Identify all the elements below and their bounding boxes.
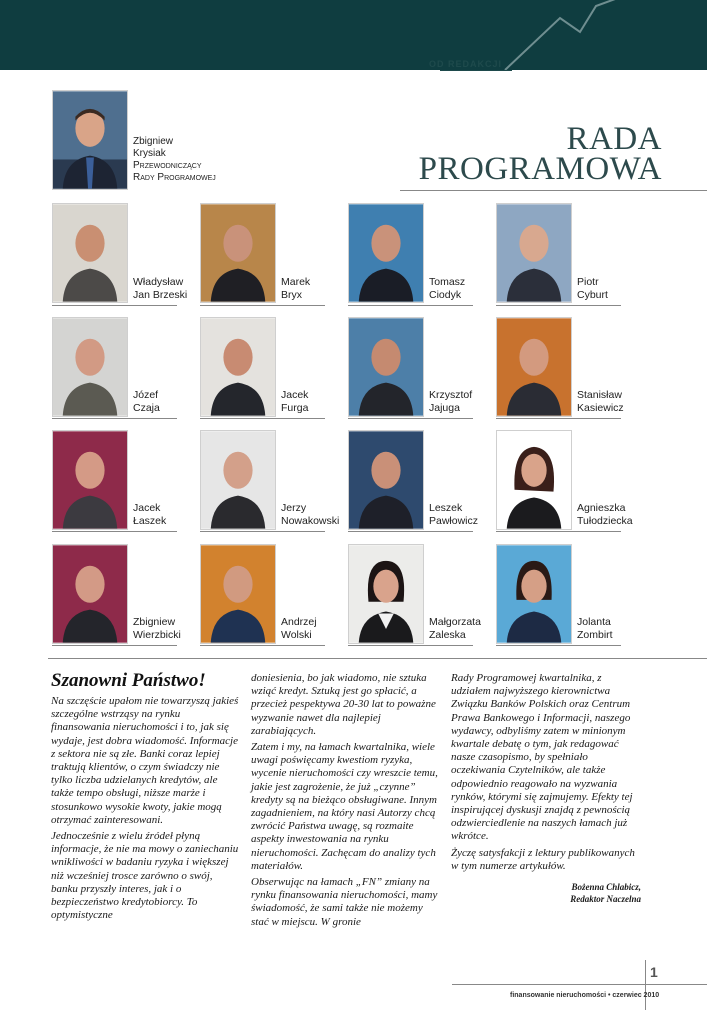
member-rule bbox=[52, 531, 177, 532]
member-name: Małgorzata Zaleska bbox=[429, 616, 481, 641]
page-number: 1 bbox=[650, 964, 658, 980]
member-rule bbox=[200, 418, 325, 419]
member-rule bbox=[200, 531, 325, 532]
member-photo bbox=[52, 544, 128, 644]
member-name: Piotr Cyburt bbox=[577, 276, 608, 301]
letter-column-1 bbox=[51, 670, 241, 925]
member-rule bbox=[496, 418, 621, 419]
chair-role-line1: Przewodniczący bbox=[133, 160, 202, 171]
member-rule bbox=[52, 418, 177, 419]
letter-column-2 bbox=[251, 672, 441, 932]
member-rule bbox=[348, 418, 473, 419]
letter-paragraph: doniesienia, bo jak wiadomo, nie sztuka wziąć kredyt. Sztuką jest go spłacić, a przecież pespektywa 20-30 lat to poważne wyzwanie nawet dla najlepiej zarabiających. bbox=[251, 672, 436, 737]
top-banner bbox=[0, 0, 707, 70]
member-photo bbox=[52, 203, 128, 303]
chair-photo bbox=[52, 90, 128, 190]
member-photo bbox=[200, 317, 276, 417]
letter-paragraph: Jednocześnie z wielu źródeł płyną informacje, że nie ma mowy o zaniechaniu wnikliwości w badaniu ryzyka i większej niż wcześniej trosce zarówno o swój, banku przyszły interes, jak i o bezpieczeństwo kredytobiorcy. To optymistyczne bbox=[51, 830, 239, 922]
member-rule bbox=[52, 305, 177, 306]
letter-column-3 bbox=[451, 672, 641, 905]
member-rule bbox=[200, 645, 325, 646]
chair-last-name: Krysiak bbox=[133, 148, 166, 159]
member-name: Jolanta Zombirt bbox=[577, 616, 613, 641]
footer-rule bbox=[452, 984, 707, 985]
member-name: Władysław Jan Brzeski bbox=[133, 276, 188, 301]
member-photo bbox=[52, 430, 128, 530]
member-photo bbox=[200, 203, 276, 303]
member-rule bbox=[496, 305, 621, 306]
member-photo bbox=[348, 430, 424, 530]
member-name: Stanisław Kasiewicz bbox=[577, 389, 624, 414]
member-photo bbox=[496, 544, 572, 644]
footer-divider bbox=[645, 960, 646, 1010]
member-name: Jacek Łaszek bbox=[133, 502, 167, 527]
member-rule bbox=[52, 645, 177, 646]
letter-rule bbox=[48, 658, 707, 659]
member-photo bbox=[52, 317, 128, 417]
member-name: Andrzej Wolski bbox=[281, 616, 317, 641]
member-name: Agnieszka Tułodziecka bbox=[577, 502, 633, 527]
letter-paragraph: Rady Programowej kwartalnika, z udziałem najwyższego kierownictwa Związku Banków Polskich oraz Centrum Prawa Bankowego i Informacji, naszego wydawcy, odbyliśmy zatem w minionym kwartale debatę o tym, jak redagować nasze czasopismo, by spełniało oczekiwania Czytelników, ale także odpowiednio reagowało na wyzwania rynków, którymi się zajmujemy. Efekty tej inspirującej dyskusji znajdą z pewnością odzwierciedlenie na naszych łamach już wkrótce. bbox=[451, 672, 633, 843]
member-name: Józef Czaja bbox=[133, 389, 160, 414]
member-rule bbox=[348, 531, 473, 532]
member-name: Tomasz Ciodyk bbox=[429, 276, 466, 301]
member-name: Jacek Furga bbox=[281, 389, 309, 414]
member-name: Zbigniew Wierzbicki bbox=[133, 616, 181, 641]
title-line2: PROGRAMOWA bbox=[418, 151, 662, 187]
member-rule bbox=[200, 305, 325, 306]
member-name: Leszek Pawłowicz bbox=[429, 502, 479, 527]
member-name: Jerzy Nowakowski bbox=[281, 502, 340, 527]
signature bbox=[451, 881, 641, 905]
member-photo bbox=[348, 203, 424, 303]
member-rule bbox=[496, 645, 621, 646]
member-photo bbox=[200, 430, 276, 530]
member-rule bbox=[348, 645, 473, 646]
member-rule bbox=[348, 305, 473, 306]
member-rule bbox=[496, 531, 621, 532]
letter-paragraph: Zatem i my, na łamach kwartalnika, wiele uwagi poświęcamy kwestiom ryzyka, wycenie nieruchomości czy wreszcie temu, jakie jest zagrożenie, że już „czynne” kredyty są na bieżąco obsługiwane. Innym zagadnieniem, na który nasi Autorzy chcą zwrócić Państwa uwagę, są rozmaite aspekty inwestowania na rynku nieruchomości. Zachęcam do analizy tych materiałów. bbox=[251, 741, 438, 872]
chair-role-line2: Rady Programowej bbox=[133, 172, 216, 183]
section-label: OD REDAKCJI bbox=[428, 59, 502, 69]
letter-heading: Szanowni Państwo! bbox=[51, 670, 206, 691]
title-rule bbox=[400, 190, 707, 191]
letter-paragraph: Obserwując na łamach „FN” zmiany na rynku finansowania nieruchomości, mamy świadomość, że sami także nie możemy stać w miejscu. W gronie bbox=[251, 876, 438, 928]
signature-role: Redaktor Naczelna bbox=[570, 894, 641, 905]
member-photo bbox=[200, 544, 276, 644]
letter-paragraph: Życzę satysfakcji z lektury publikowanych w tym numerze artykułów. bbox=[451, 846, 635, 872]
member-photo bbox=[496, 430, 572, 530]
member-photo bbox=[348, 544, 424, 644]
member-photo bbox=[348, 317, 424, 417]
member-photo bbox=[496, 317, 572, 417]
letter-paragraph: Na szczęście upałom nie towarzyszą jakieś szczególne wstrząsy na rynku finansowania nieruchomości i to, jak się wydaje, jest dobra wiadomość. Informacje z sektora nie są złe. Banki coraz lepiej traktują klientów, o czym świadczy nie tylko liczba udzielanych kredytów, ale także tempo obsługi, niższe marże i stosunkowo wysokie kwoty, jakie mogą otrzymać zainteresowani. bbox=[51, 695, 239, 826]
page-title bbox=[418, 121, 662, 187]
chair-name bbox=[133, 136, 216, 184]
member-name: Marek Bryx bbox=[281, 276, 311, 301]
footer-publication: finansowanie nieruchomości • czerwiec 2010 bbox=[510, 992, 660, 999]
member-name: Krzysztof Jajuga bbox=[429, 389, 473, 414]
chair-first-name: Zbigniew bbox=[133, 136, 174, 147]
section-rule bbox=[440, 70, 512, 71]
signature-name: Bożenna Chlabicz, bbox=[571, 882, 641, 893]
title-line1: RADA bbox=[566, 121, 662, 157]
member-photo bbox=[496, 203, 572, 303]
